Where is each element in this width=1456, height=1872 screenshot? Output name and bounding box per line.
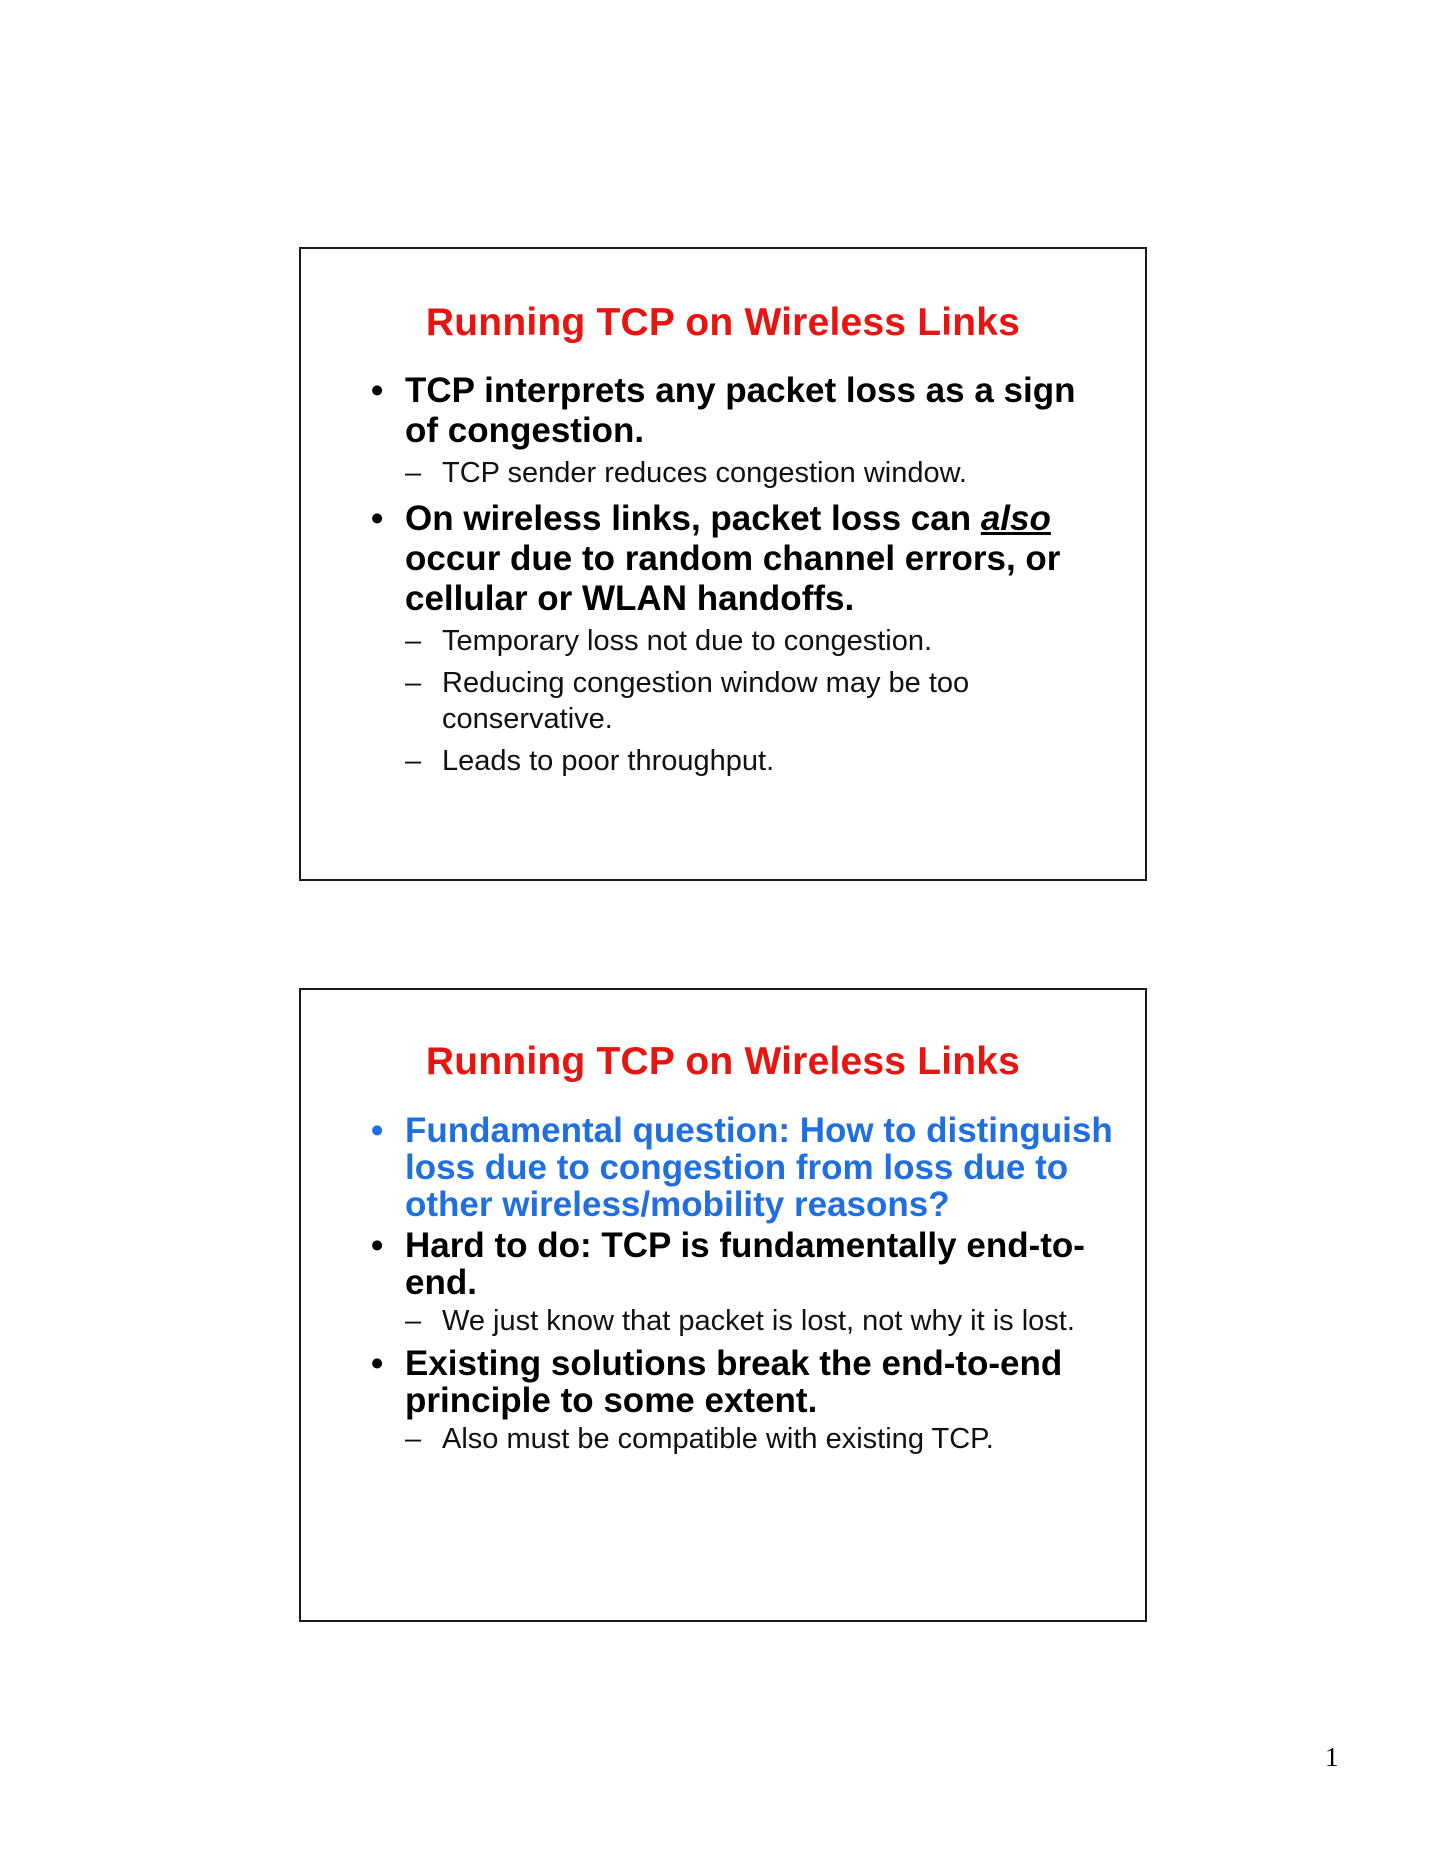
sub-list xyxy=(405,623,1115,779)
dash-marker: – xyxy=(405,1423,422,1455)
sub-text: We just know that packet is lost, not why it is lost. xyxy=(442,1305,1075,1337)
bullet-item-highlight xyxy=(371,1112,1115,1223)
sub-item xyxy=(405,743,1115,779)
bullet-list xyxy=(371,371,1115,787)
sub-item xyxy=(405,455,1115,491)
sub-text: TCP sender reduces congestion window. xyxy=(442,457,967,489)
sub-item xyxy=(405,623,1115,659)
sub-item xyxy=(405,1305,1115,1337)
bullet-list xyxy=(371,1112,1115,1463)
slide-title: Running TCP on Wireless Links xyxy=(425,301,1021,344)
bullet-text: Fundamental question: How to distinguish loss due to congestion from loss due to other wireless/mobility reasons? xyxy=(405,1111,1113,1224)
bullet-marker: • xyxy=(371,1226,384,1265)
bullet-item xyxy=(371,371,1115,491)
bullet-item xyxy=(371,1345,1115,1455)
bullet-marker: • xyxy=(371,1344,384,1383)
sub-item xyxy=(405,1423,1115,1455)
bullet-item xyxy=(371,1227,1115,1337)
sub-list xyxy=(405,1305,1115,1337)
bullet-marker: • xyxy=(371,1111,384,1150)
sub-list xyxy=(405,1423,1115,1455)
dash-marker: – xyxy=(405,457,422,489)
bullet-text: Hard to do: TCP is fundamentally end-to-end. xyxy=(405,1226,1085,1302)
bullet-marker: • xyxy=(371,499,384,538)
bullet-marker: • xyxy=(371,371,384,410)
sub-text: Temporary loss not due to congestion. xyxy=(442,625,933,657)
slide-2 xyxy=(299,988,1147,1622)
slide-title: Running TCP on Wireless Links xyxy=(425,1040,1021,1083)
sub-item xyxy=(405,665,1115,737)
bullet-text: TCP interprets any packet loss as a sign of congestion. xyxy=(405,371,1076,450)
sub-text: Reducing congestion window may be too conservative. xyxy=(442,667,970,735)
sub-list xyxy=(405,455,1115,491)
dash-marker: – xyxy=(405,667,422,699)
sub-text: Also must be compatible with existing TCP. xyxy=(442,1423,994,1455)
bullet-text-post: occur due to random channel errors, or cellular or WLAN handoffs. xyxy=(405,539,1061,618)
dash-marker: – xyxy=(405,1305,422,1337)
page-number: 1 xyxy=(1325,1742,1339,1772)
slide-1 xyxy=(299,247,1147,881)
sub-text: Leads to poor throughput. xyxy=(442,745,775,777)
bullet-item xyxy=(371,499,1115,779)
dash-marker: – xyxy=(405,745,422,777)
bullet-text-emphasis: also xyxy=(980,499,1051,538)
bullet-text: Existing solutions break the end-to-end principle to some extent. xyxy=(405,1344,1063,1420)
dash-marker: – xyxy=(405,625,422,657)
bullet-text-pre: On wireless links, packet loss can xyxy=(405,499,981,538)
